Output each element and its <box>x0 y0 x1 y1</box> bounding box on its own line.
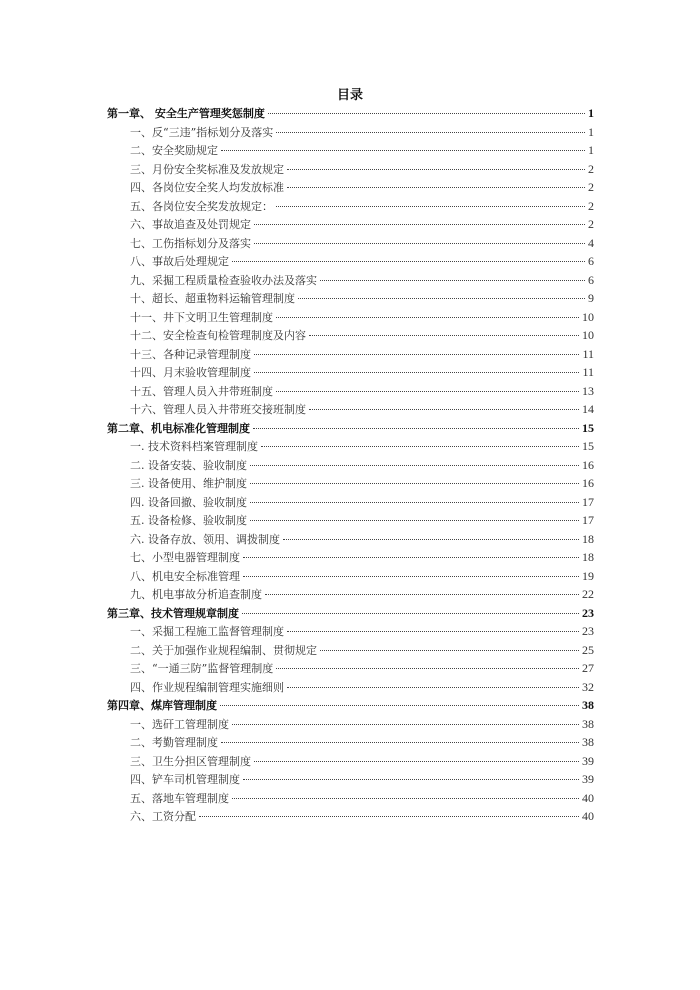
toc-page-number: 18 <box>582 531 594 546</box>
dot-leader <box>243 557 579 558</box>
toc-entry-label: 六. 设备存放、领用、调拨制度 <box>130 532 280 546</box>
toc-section-entry[interactable] <box>107 363 594 382</box>
toc-page-number: 25 <box>582 642 594 657</box>
toc-section-entry[interactable] <box>107 308 594 327</box>
toc-page-number: 40 <box>582 790 594 805</box>
toc-chapter-entry[interactable] <box>107 696 594 715</box>
dot-leader <box>261 446 579 447</box>
toc-entry-label: 八、事故后处理规定 <box>130 255 229 268</box>
dot-leader <box>276 391 579 392</box>
toc-page-number: 2 <box>588 161 594 176</box>
toc-section-entry[interactable] <box>107 678 594 697</box>
toc-entry-label: 五、落地车管理制度 <box>130 791 229 805</box>
toc-entry-label: 第二章、机电标准化管理制度 <box>107 421 250 435</box>
toc-page-number: 13 <box>582 383 594 398</box>
toc-page-number: 14 <box>582 402 594 416</box>
toc-chapter-entry[interactable] <box>107 419 594 438</box>
dot-leader <box>232 724 579 725</box>
dot-leader <box>253 428 579 429</box>
toc-page-number: 1 <box>588 106 594 120</box>
dot-leader <box>298 298 585 299</box>
toc-entry-label: 四、各岗位安全奖人均发放标准 <box>130 181 284 194</box>
toc-section-entry[interactable] <box>107 511 594 530</box>
toc-page-number: 39 <box>582 772 594 786</box>
toc-page-number: 40 <box>582 809 594 823</box>
toc-entry-label: 三、月份安全奖标准及发放规定 <box>130 162 284 176</box>
toc-page-number: 9 <box>588 291 594 305</box>
toc-entry-label: 八、机电安全标准管理 <box>130 569 240 583</box>
toc-page-number: 16 <box>582 457 594 472</box>
dot-leader <box>276 668 579 669</box>
toc-entry-label: 六、事故追查及处罚规定 <box>130 218 251 231</box>
toc-entry-label: 第一章、 安全生产管理奖惩制度 <box>107 107 265 120</box>
toc-section-entry[interactable] <box>107 715 594 734</box>
toc-page-number: 38 <box>582 698 594 712</box>
toc-entry-label: 第四章、煤库管理制度 <box>107 699 217 712</box>
toc-page-number: 11 <box>582 346 594 361</box>
toc-page-number: 1 <box>588 124 594 139</box>
toc-section-entry[interactable] <box>107 160 594 179</box>
toc-section-entry[interactable] <box>107 326 594 345</box>
dot-leader <box>221 742 579 743</box>
toc-page-number: 10 <box>582 328 594 342</box>
dot-leader <box>320 280 585 281</box>
toc-section-entry[interactable] <box>107 622 594 641</box>
dot-leader <box>287 687 579 688</box>
toc-page-number: 11 <box>582 365 594 379</box>
toc-entry-label: 九、采掘工程质量检查验收办法及落实 <box>130 273 317 287</box>
toc-page-number: 17 <box>582 494 594 509</box>
dot-leader <box>250 520 579 521</box>
toc-entry-label: 六、工资分配 <box>130 810 196 823</box>
dot-leader <box>250 502 579 503</box>
toc-section-entry[interactable] <box>107 345 594 364</box>
toc-entry-label: 九、机电事故分析追查制度 <box>130 588 262 601</box>
toc-entry-label: 一、选矸工管理制度 <box>130 717 229 731</box>
toc-section-entry[interactable] <box>107 752 594 771</box>
dot-leader <box>254 372 579 373</box>
toc-section-entry[interactable] <box>107 289 594 308</box>
dot-leader <box>220 705 579 706</box>
toc-page-number: 38 <box>582 735 594 749</box>
toc-section-entry[interactable] <box>107 197 594 216</box>
dot-leader <box>309 409 579 410</box>
toc-page-number: 2 <box>588 198 594 213</box>
toc-entry-label: 一、采掘工程施工监督管理制度 <box>130 625 284 638</box>
toc-section-entry[interactable] <box>107 123 594 142</box>
toc-entry-label: 第三章、技术管理规章制度 <box>107 606 239 620</box>
toc-section-entry[interactable] <box>107 400 594 419</box>
toc-entry-label: 十、超长、超重物料运输管理制度 <box>130 292 295 305</box>
toc-entry-label: 五、各岗位安全奖发放规定： <box>130 199 273 213</box>
toc-page-number: 15 <box>582 420 594 435</box>
dot-leader <box>243 576 579 577</box>
toc-page-number: 19 <box>582 568 594 583</box>
toc-chapter-entry[interactable] <box>107 604 594 623</box>
toc-page-number: 27 <box>582 661 594 675</box>
dot-leader <box>276 206 585 207</box>
toc-title: 目录 <box>336 88 363 103</box>
toc-entry-label: 七、工伤指标划分及落实 <box>130 236 251 250</box>
toc-section-entry[interactable] <box>107 493 594 512</box>
toc-section-entry[interactable] <box>107 382 594 401</box>
toc-entry-label: 十六、管理人员入井带班交接班制度 <box>130 403 306 416</box>
toc-section-entry[interactable] <box>107 641 594 660</box>
dot-leader <box>199 816 579 817</box>
toc-page-number: 23 <box>582 624 594 638</box>
dot-leader <box>250 483 579 484</box>
toc-section-entry[interactable] <box>107 141 594 160</box>
toc-section-entry[interactable] <box>107 789 594 808</box>
toc-page-number: 22 <box>582 587 594 601</box>
toc-section-entry[interactable] <box>107 770 594 789</box>
dot-leader <box>276 317 579 318</box>
toc-page-number: 15 <box>582 439 594 453</box>
toc-page-number: 2 <box>588 217 594 231</box>
toc-entry-label: 四、铲车司机管理制度 <box>130 773 240 786</box>
toc-page-number: 39 <box>582 753 594 768</box>
toc-chapter-entry[interactable] <box>107 104 594 123</box>
toc-section-entry[interactable] <box>107 807 594 826</box>
toc-section-entry[interactable] <box>107 456 594 475</box>
dot-leader <box>276 132 585 133</box>
toc-entry-label: 二. 设备安装、验收制度 <box>130 458 247 472</box>
toc-entry-label: 三、卫生分担区管理制度 <box>130 754 251 768</box>
toc-entry-label: 五. 设备检修、验收制度 <box>130 514 247 527</box>
toc-page-number: 16 <box>582 476 594 490</box>
toc-page-number: 10 <box>582 309 594 324</box>
dot-leader <box>320 650 579 651</box>
toc-entry-label: 一. 技术资料档案管理制度 <box>130 440 258 453</box>
toc-entry-label: 三. 设备使用、维护制度 <box>130 477 247 490</box>
dot-leader <box>250 465 579 466</box>
toc-entry-label: 二、关于加强作业规程编制、贯彻规定 <box>130 643 317 657</box>
toc-entry-label: 十五、管理人员入井带班制度 <box>130 384 273 398</box>
dot-leader <box>242 613 579 614</box>
toc-entry-label: 十四、月末验收管理制度 <box>130 366 251 379</box>
toc-page-number: 38 <box>582 716 594 731</box>
toc-entry-label: 二、安全奖励规定 <box>130 144 218 157</box>
toc-entry-label: 十三、各种记录管理制度 <box>130 347 251 361</box>
toc-page-number: 2 <box>588 180 594 194</box>
dot-leader <box>287 169 585 170</box>
toc-page-number: 6 <box>588 254 594 268</box>
toc-page-number: 4 <box>588 235 594 250</box>
dot-leader <box>283 539 579 540</box>
toc-section-entry[interactable] <box>107 271 594 290</box>
dot-leader <box>232 798 579 799</box>
dot-leader <box>309 335 579 336</box>
toc-section-entry[interactable] <box>107 659 594 678</box>
toc-entry-label: 一、反“三违”指标划分及落实 <box>130 125 274 139</box>
dot-leader <box>268 113 585 114</box>
toc-entry-label: 七、小型电器管理制度 <box>130 551 240 564</box>
dot-leader <box>254 354 579 355</box>
dot-leader <box>254 224 585 225</box>
dot-leader <box>254 243 585 244</box>
toc-page-number: 32 <box>582 679 594 694</box>
table-of-contents <box>107 104 594 826</box>
toc-page-number: 18 <box>582 550 594 564</box>
toc-entry-label: 三、“一通三防”监督管理制度 <box>130 662 274 675</box>
toc-section-entry[interactable] <box>107 585 594 604</box>
dot-leader <box>287 187 585 188</box>
toc-section-entry[interactable] <box>107 530 594 549</box>
dot-leader <box>243 779 579 780</box>
toc-entry-label: 四、作业规程编制管理实施细则 <box>130 680 284 694</box>
dot-leader <box>287 631 579 632</box>
toc-page-number: 23 <box>582 605 594 620</box>
toc-section-entry[interactable] <box>107 567 594 586</box>
toc-section-entry[interactable] <box>107 437 594 456</box>
dot-leader <box>254 761 579 762</box>
dot-leader <box>221 150 585 151</box>
toc-page-number: 1 <box>588 143 594 157</box>
toc-page-number: 17 <box>582 513 594 527</box>
toc-entry-label: 四. 设备回撤、验收制度 <box>130 495 247 509</box>
dot-leader <box>232 261 585 262</box>
toc-section-entry[interactable] <box>107 215 594 234</box>
toc-section-entry[interactable] <box>107 548 594 567</box>
toc-entry-label: 十二、安全检查旬检管理制度及内容 <box>130 329 306 342</box>
toc-page-number: 6 <box>588 272 594 287</box>
toc-section-entry[interactable] <box>107 178 594 197</box>
toc-entry-label: 二、考勤管理制度 <box>130 736 218 749</box>
toc-section-entry[interactable] <box>107 474 594 493</box>
toc-section-entry[interactable] <box>107 252 594 271</box>
dot-leader <box>265 594 579 595</box>
toc-section-entry[interactable] <box>107 234 594 253</box>
toc-entry-label: 十一、井下文明卫生管理制度 <box>130 310 273 324</box>
toc-section-entry[interactable] <box>107 733 594 752</box>
